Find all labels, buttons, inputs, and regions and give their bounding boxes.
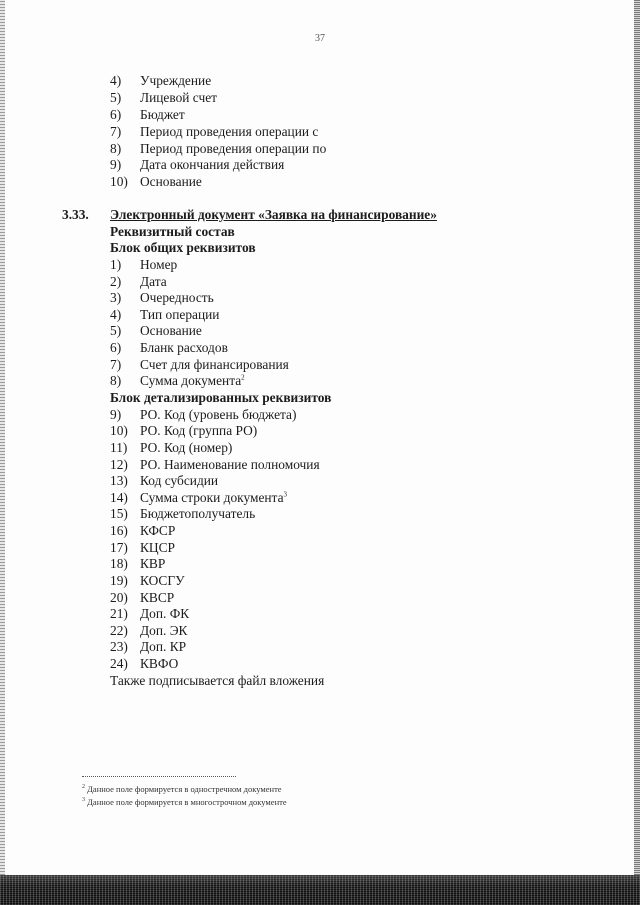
list-item-number: 21) — [110, 606, 128, 621]
list-item-label: Сумма документа — [140, 373, 242, 388]
list-item-text: Основание — [140, 174, 202, 189]
list-item-number: 6) — [110, 107, 122, 122]
section-subtitle: Реквизитный состав — [110, 224, 235, 239]
footnote-marker: 3 — [283, 490, 288, 499]
scan-edge-right — [634, 0, 640, 905]
list-item-text: КВФО — [140, 656, 179, 671]
list-item-number: 2) — [110, 274, 122, 289]
list-item-number: 18) — [110, 556, 128, 571]
list-item-text: Код субсидии — [140, 473, 219, 488]
list-item-text: Доп. КР — [140, 639, 187, 654]
list-item-text: Бюджет — [140, 107, 185, 122]
list-item-number: 8) — [110, 373, 122, 388]
list-item-number: 10) — [110, 174, 128, 189]
list-item-number: 8) — [110, 141, 122, 156]
list-item-text: Дата окончания действия — [140, 157, 285, 172]
list-item-number: 9) — [110, 407, 122, 422]
section-number: 3.33. — [62, 207, 89, 222]
list-item-number: 5) — [110, 90, 122, 105]
list-item-text: Доп. ФК — [140, 606, 190, 621]
list-item-text: Период проведения операции по — [140, 141, 327, 156]
list-item-text: РО. Код (номер) — [140, 440, 233, 455]
list-item-number: 13) — [110, 473, 128, 488]
section-title: Электронный документ «Заявка на финансирование» — [110, 207, 437, 222]
list-item-number: 17) — [110, 540, 128, 555]
list-item-number: 4) — [110, 73, 122, 88]
footnote — [82, 784, 282, 794]
list-item-number: 7) — [110, 124, 122, 139]
footnote-separator — [82, 776, 236, 777]
list-item-text: КЦСР — [140, 540, 175, 555]
list-item-number: 10) — [110, 423, 128, 438]
list-item-number: 11) — [110, 440, 128, 455]
list-item-text: Счет для финансирования — [140, 357, 289, 372]
footnote-mark: 3 — [82, 797, 85, 804]
list-item-number: 6) — [110, 340, 122, 355]
list-item-number: 16) — [110, 523, 128, 538]
list-item-text: Бланк расходов — [140, 340, 228, 355]
list-item-number: 14) — [110, 490, 128, 505]
list-item-text: КВСР — [140, 590, 175, 605]
list-item-number: 9) — [110, 157, 122, 172]
closing-note: Также подписывается файл вложения — [110, 673, 325, 688]
list-item-number: 4) — [110, 307, 122, 322]
list-item-text — [140, 373, 245, 389]
list-item-text: КОСГУ — [140, 573, 185, 588]
list-item-text: Учреждение — [140, 73, 212, 88]
list-item-text: Тип операции — [140, 307, 220, 322]
footnote-mark: 2 — [82, 784, 85, 791]
footnote-text: Данное поле формируется в многострочном документе — [87, 797, 287, 807]
footnote-marker: 2 — [241, 373, 245, 382]
list-item-text: КФСР — [140, 523, 176, 538]
list-item-text: КВР — [140, 556, 166, 571]
list-item-text: Дата — [140, 274, 167, 289]
list-item-number: 12) — [110, 457, 128, 472]
block-heading: Блок детализированных реквизитов — [110, 390, 332, 405]
scan-edge-bottom — [0, 875, 640, 905]
list-item-number: 1) — [110, 257, 122, 272]
scan-edge-left — [0, 0, 5, 905]
list-item-text: Основание — [140, 323, 202, 338]
list-item-number: 5) — [110, 323, 122, 338]
list-item-text: Доп. ЭК — [140, 623, 188, 638]
list-item-number: 24) — [110, 656, 128, 671]
list-item-number: 22) — [110, 623, 128, 638]
list-item-text — [140, 490, 287, 506]
list-item-text: Номер — [140, 257, 178, 272]
list-item-label: Сумма строки документа — [140, 490, 284, 505]
list-item-number: 3) — [110, 290, 122, 305]
list-item-text: РО. Код (уровень бюджета) — [140, 407, 297, 422]
footnote — [82, 797, 287, 807]
list-item-text: Период проведения операции с — [140, 124, 319, 139]
list-item-number: 19) — [110, 573, 128, 588]
list-item-number: 15) — [110, 506, 128, 521]
list-item-number: 23) — [110, 639, 128, 654]
list-item-text: Очередность — [140, 290, 214, 305]
list-item-text: РО. Код (группа РО) — [140, 423, 258, 438]
list-item-text: Бюджетополучатель — [140, 506, 256, 521]
page-number: 37 — [315, 33, 325, 44]
block-heading: Блок общих реквизитов — [110, 240, 256, 255]
list-item-text: РО. Наименование полномочия — [140, 457, 320, 472]
footnote-text: Данное поле формируется в одностречном документе — [87, 784, 282, 794]
list-item-number: 20) — [110, 590, 128, 605]
list-item-number: 7) — [110, 357, 122, 372]
list-item-text: Лицевой счет — [140, 90, 218, 105]
